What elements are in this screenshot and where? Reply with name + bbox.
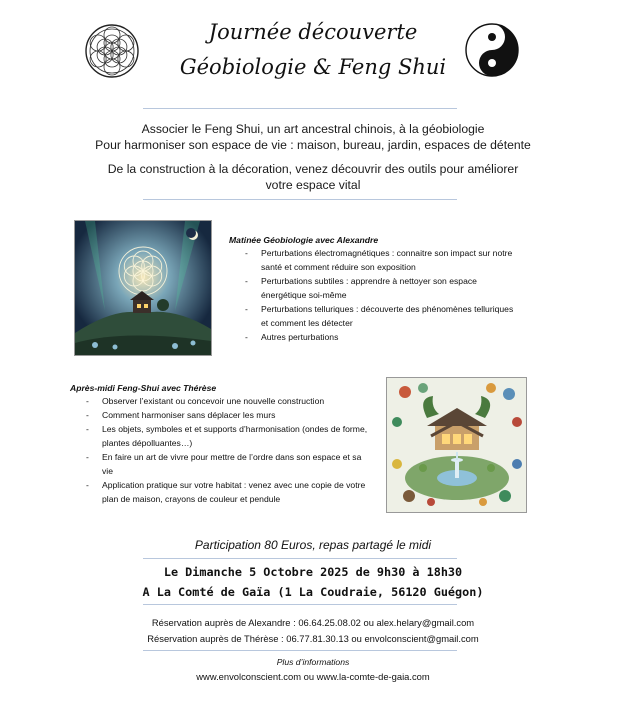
title-line-1: Journée découverte — [208, 20, 418, 44]
intro-line-2: Pour harmoniser son espace de vie : maison, bureau, jardin, espaces de détente — [95, 138, 531, 152]
title-line-2: Géobiologie & Feng Shui — [179, 55, 447, 79]
list-item: - Observer l’existant ou concevoir une nouvelle construction — [86, 394, 368, 408]
divider — [143, 108, 457, 109]
divider — [143, 650, 457, 651]
more-info-label: Plus d’informations — [276, 657, 350, 667]
list-item: - Perturbations électromagnétiques : connaitre son impact sur notre santé et comment réduire son exposition — [245, 246, 521, 274]
list-item: - Comment harmoniser sans déplacer les murs — [86, 408, 368, 422]
website-links[interactable]: www.envolconscient.com ou www.la-comte-de-gaia.com — [196, 671, 430, 682]
feng-shui-illustration — [386, 377, 527, 513]
price-info: Participation 80 Euros, repas partagé le midi — [194, 538, 432, 552]
event-date: Le Dimanche 5 Octobre 2025 de 9h30 à 18h30 — [163, 565, 463, 579]
intro-line-3: De la construction à la décoration, venez découvrir des outils pour améliorer — [107, 162, 519, 176]
list-item: - Application pratique sur votre habitat : venez avec une copie de votre plan de maison, crayons de couleur et pendule — [86, 478, 368, 506]
morning-list — [245, 246, 521, 344]
afternoon-list — [86, 394, 368, 506]
intro-line-1: Associer le Feng Shui, un art ancestral chinois, à la géobiologie — [141, 122, 485, 136]
divider — [143, 199, 457, 200]
list-item: - Les objets, symboles et et supports d’harmonisation (ondes de forme, plantes dépolluantes…) — [86, 422, 368, 450]
divider — [143, 604, 457, 605]
afternoon-section-title: Après-midi Feng-Shui avec Thérèse — [70, 383, 217, 393]
list-item: - Perturbations subtiles : apprendre à nettoyer son espace énergétique soi-même — [245, 274, 521, 302]
list-item: - Autres perturbations — [245, 330, 521, 344]
event-location: A La Comté de Gaïa (1 La Coudraie, 56120 Guégon) — [142, 585, 484, 599]
intro-line-4: votre espace vital — [265, 178, 361, 192]
list-item: - Perturbations telluriques : découverte des phénomènes telluriques et comment les détecter — [245, 302, 521, 330]
list-item: - En faire un art de vivre pour mettre de l’ordre dans son espace et sa vie — [86, 450, 368, 478]
geobiology-illustration — [74, 220, 212, 356]
reservation-alexandre: Réservation auprès de Alexandre : 06.64.25.08.02 ou alex.helary@gmail.com — [151, 617, 475, 628]
divider — [143, 558, 457, 559]
morning-section-title: Matinée Géobiologie avec Alexandre — [229, 235, 379, 245]
reservation-therese: Réservation auprès de Thérèse : 06.77.81.30.13 ou envolconscient@gmail.com — [147, 633, 479, 644]
